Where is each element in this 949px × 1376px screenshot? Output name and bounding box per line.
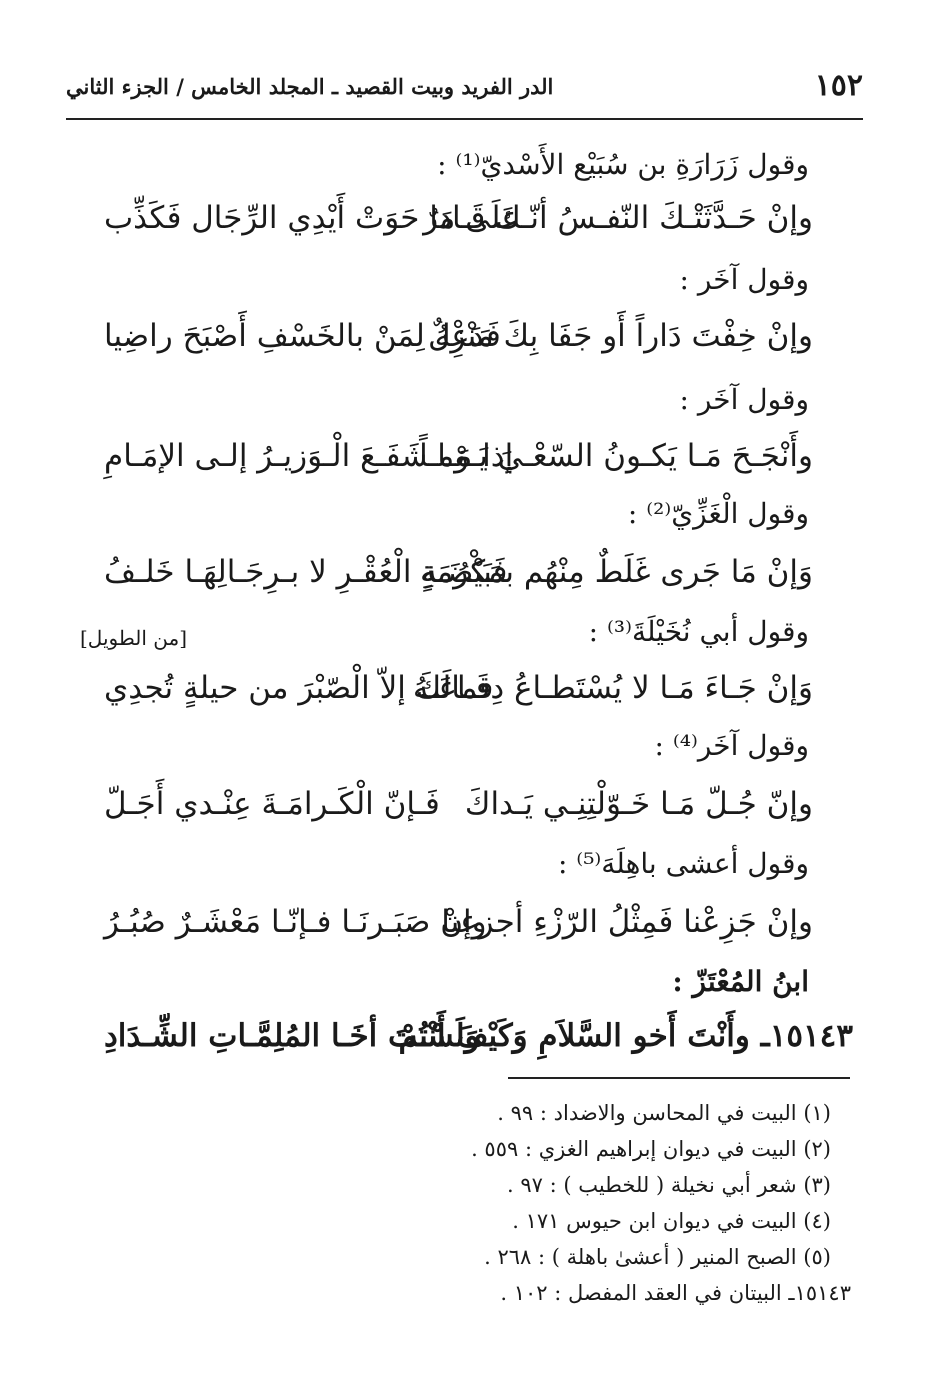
verse-intro: وقول الْغَزِّيّ⁽²⁾ : bbox=[627, 497, 809, 530]
header-divider bbox=[66, 118, 863, 120]
verse-intro: ابنُ المُعْتَزّ : bbox=[672, 965, 809, 998]
footnote: (١) البيت في المحاسن والاضداد : ٩٩ . bbox=[497, 1101, 831, 1125]
verse-hemistich-first: وأَنْجَـحَ مَـا يَكـونُ السّعْـيَ يَـوْمـاً bbox=[419, 438, 813, 474]
footnote-divider bbox=[508, 1077, 850, 1079]
verse-hemistich-first: وَإنْ جَـاءَ مَـا لا يُسْتَطـاعُ دِفَـاعَـهُ bbox=[412, 670, 813, 706]
footnote: (٢) البيت في ديوان إبراهيم الغزي : ٥٥٩ . bbox=[471, 1137, 831, 1161]
verse-hemistich-first: وإنْ خِفْتَ دَاراً أَو جَفَا بِكَ مَنْزِلٌ bbox=[428, 318, 813, 354]
verse-intro: وقول أعشى باهِلَهَ⁽⁵⁾ : bbox=[557, 847, 809, 880]
verse-hemistich-second: وَلَسْـتَ أخَـا المُلِمَّـاتِ الشِّـدَادِ bbox=[104, 1018, 480, 1054]
verse-hemistich-second: فَبَيْضَـةِ الْعُقْـرِ لا بـرِجَـالِهَـا خَلـفُ bbox=[104, 554, 508, 590]
footnote: (٥) الصبح المنير ( أعشىٰ باهلة ) : ٢٦٨ . bbox=[484, 1245, 831, 1269]
verse-intro: وقول آخَر : bbox=[679, 383, 809, 416]
footnote: (٣) شعر أبي نخيلة ( للخطيب ) : ٩٧ . bbox=[507, 1173, 831, 1197]
page-number: ١٥٢ bbox=[814, 68, 863, 103]
verse-intro: وقول آخَر⁽⁴⁾ : bbox=[654, 729, 809, 762]
footnote: ١٥١٤٣ـ البيتان في العقد المفصل : ١٠٢ . bbox=[500, 1281, 851, 1305]
page-header bbox=[66, 68, 863, 112]
verse-hemistich-second: عَلَى مَا حَوَتْ أَيْدِي الرِّجَال فَكَذِّب bbox=[104, 200, 520, 236]
verse-hemistich-first: ١٥١٤٣ـ وأَنْتَ أَخو السَّلاَمِ وَكَيْفَ أَنْتُمْ bbox=[398, 1018, 853, 1054]
verse-hemistich-first: وإنْ حَـدَّثَتْـكَ النّفـسُ أنّـك قَـادرٌ bbox=[423, 200, 813, 236]
verse-intro: وقول آخَر : bbox=[679, 263, 809, 296]
meter-label: [من الطويل] bbox=[80, 626, 188, 650]
verse-intro: وقول أبي نُخَيْلَةَ⁽³⁾ : bbox=[588, 615, 809, 648]
verse-intro: وقول زَرَارَةِ بن سُبَيْع الأَسْديّ⁽¹⁾ : bbox=[437, 148, 809, 181]
verse-hemistich-first: وإنّ جُـلّ مَـا خَـوّلْتِنِـي يَـداكَ bbox=[464, 786, 813, 822]
verse-hemistich-first: وإنْ جَزِعْنا فَمِثْلُ الرّزْءِ أجزعنا bbox=[441, 904, 813, 940]
footnote: (٤) البيت في ديوان ابن حيوس ١٧١ . bbox=[512, 1209, 831, 1233]
verse-hemistich-first: وَإنْ مَا جَرى غَلَطٌ مِنْهُم بمَكْرُمَةٍ bbox=[420, 554, 813, 590]
verse-hemistich-second: فمالَكَ إلاّ الْصّبْرَ من حيلةٍ تُجدِي bbox=[104, 670, 494, 706]
running-title: الدر الفريد وبيت القصيد ـ المجلد الخامس / الجزء الثاني bbox=[66, 74, 554, 99]
verse-hemistich-second: فَدَعْهُ لِمَنْ بالخَسْفِ أَصْبَحَ راضِيا bbox=[104, 318, 501, 354]
verse-hemistich-second: إذا مَـا شَفَـعَ الْـوَزيـرُ إلـى الإمَـامِ bbox=[104, 438, 514, 474]
verse-hemistich-second: وإنْ صَبَـرنَـا فـإنّـا مَعْشَـرٌ صُبُـرُ bbox=[104, 904, 487, 940]
verse-hemistich-second: فَـإنّ الْكَـرامَـةَ عِنْـدي أَجَـلّ bbox=[104, 786, 440, 822]
